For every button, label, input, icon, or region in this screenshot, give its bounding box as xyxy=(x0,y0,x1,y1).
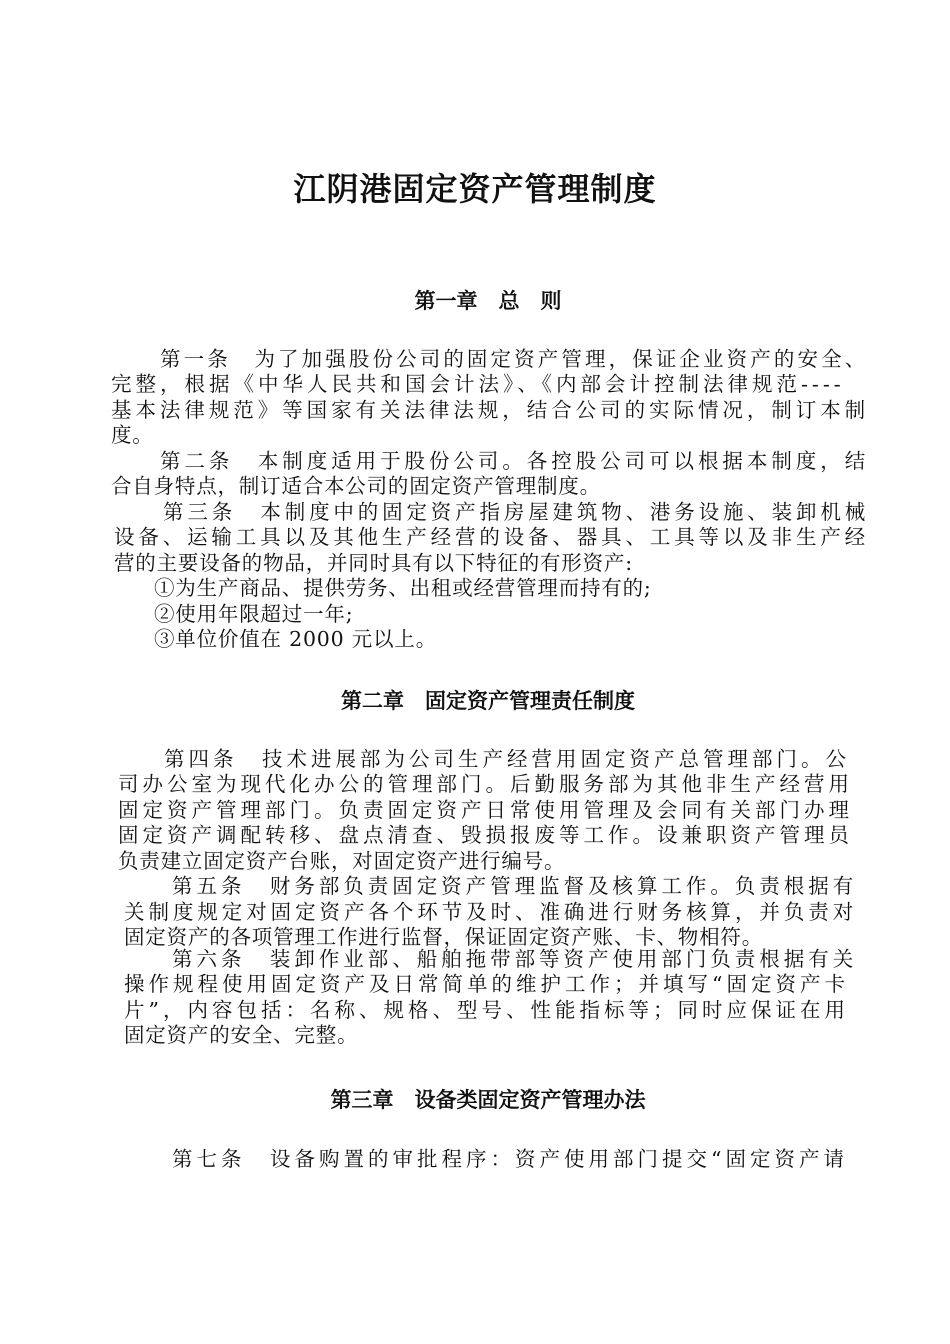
paragraph-line: 营的主要设备的物品，并同时具有以下特征的有形资产: xyxy=(114,551,633,575)
list-item: ③单位价值在 2000 元以上。 xyxy=(154,627,438,651)
paragraph-line: 固定资产调配转移、盘点清查、毁损报废等工作。设兼职资产管理员 xyxy=(118,823,853,847)
paragraph-line: 固定资产管理部门。负责固定资产日常使用管理及会同有关部门办理 xyxy=(118,798,853,822)
chapter-heading: 第三章 设备类固定资产管理办法 xyxy=(330,1088,646,1112)
paragraph-line: 第五条 财务部负责固定资产管理监督及核算工作。负责根据有 xyxy=(172,874,858,898)
document-title: 江阴港固定资产管理制度 xyxy=(293,170,657,208)
paragraph-line: 合自身特点，制订适合本公司的固定资产管理制度。 xyxy=(111,474,601,498)
paragraph-line: 第六条 装卸作业部、船舶拖带部等资产使用部门负责根据有关 xyxy=(172,947,858,971)
paragraph-line: 完整，根据《中华人民共和国会计法》、《内部会计控制法律规范---- xyxy=(111,372,845,396)
paragraph-line: 度。 xyxy=(111,423,154,447)
paragraph-line: 第二条 本制度适用于股份公司。各控股公司可以根据本制度，结 xyxy=(160,449,870,473)
paragraph-line: 基本法律规范》等国家有关法律法规，结合公司的实际情况，制订本制 xyxy=(111,398,870,422)
paragraph-line: 关制度规定对固定资产各个环节及时、准确进行财务核算，并负责对 xyxy=(124,900,858,924)
chapter-heading: 第一章 总 则 xyxy=(414,289,562,313)
paragraph-line: 第一条 为了加强股份公司的固定资产管理，保证企业资产的安全、 xyxy=(160,347,869,371)
chapter-heading: 第二章 固定资产管理责任制度 xyxy=(341,689,635,713)
list-item: ②使用年限超过一年; xyxy=(154,602,354,626)
paragraph-line: 片”，内容包括：名称、规格、型号、性能指标等；同时应保证在用 xyxy=(124,998,849,1022)
paragraph-line: 固定资产的各项管理工作进行监督，保证固定资产账、卡、物相符。 xyxy=(124,925,763,949)
paragraph-line: 第四条 技术进展部为公司生产经营用固定资产总管理部门。公 xyxy=(164,747,850,771)
paragraph-line: 第七条 设备购置的审批程序：资产使用部门提交“固定资产请 xyxy=(172,1147,848,1171)
paragraph-line: 负责建立固定资产台账，对固定资产进行编号。 xyxy=(118,849,566,873)
list-item: ①为生产商品、提供劳务、出租或经营管理而持有的; xyxy=(154,576,652,600)
paragraph-line: 设备、运输工具以及其他生产经营的设备、器具、工具等以及非生产经 xyxy=(114,525,870,549)
paragraph-line: 第三条 本制度中的固定资产指房屋建筑物、港务设施、装卸机械 xyxy=(163,500,870,524)
paragraph-line: 操作规程使用固定资产及日常简单的维护工作；并填写“固定资产卡 xyxy=(124,972,849,996)
paragraph-line: 固定资产的安全、完整。 xyxy=(124,1023,359,1047)
paragraph-line: 司办公室为现代化办公的管理部门。后勤服务部为其他非生产经营用 xyxy=(118,772,853,796)
